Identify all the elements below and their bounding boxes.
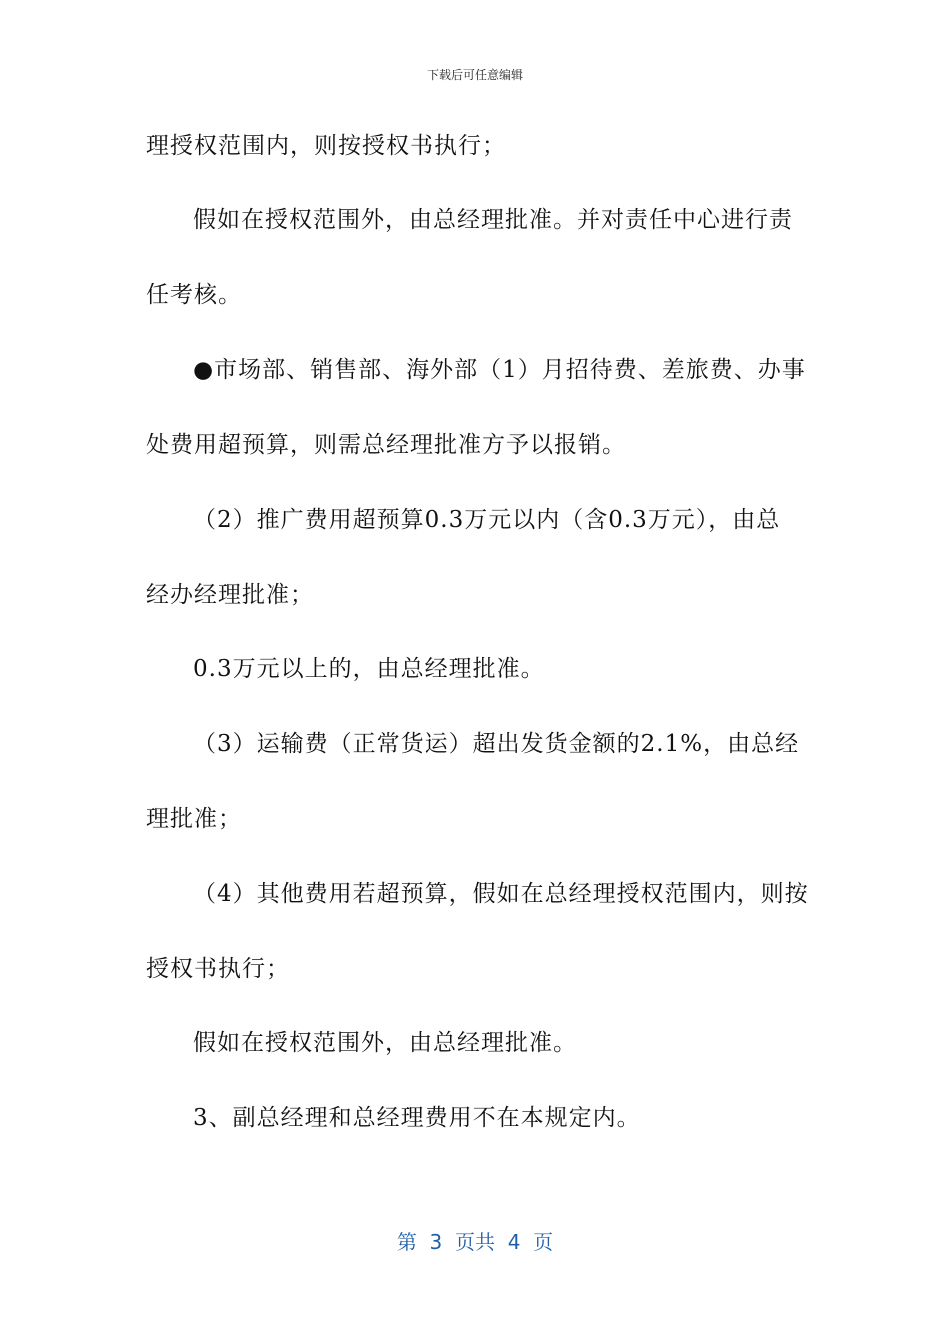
body-line: 理批准； <box>146 806 242 832</box>
body-line: 假如在授权范围外，由总经理批准。 <box>193 1030 577 1056</box>
body-line: （4）其他费用若超预算，假如在总经理授权范围内，则按 <box>193 881 809 907</box>
body-line: 经办经理批准； <box>146 582 314 608</box>
body-line: 3、副总经理和总经理费用不在本规定内。 <box>193 1105 641 1131</box>
body-line: 0.3万元以上的，由总经理批准。 <box>193 656 545 682</box>
body-line: 处费用超预算，则需总经理批准方予以报销。 <box>146 432 626 458</box>
body-line: 理授权范围内，则按授权书执行； <box>146 133 506 159</box>
body-line: （3）运输费（正常货运）超出发货金额的2.1%，由总经 <box>193 731 800 757</box>
body-line: 假如在授权范围外，由总经理批准。并对责任中心进行责 <box>193 207 793 233</box>
body-line: 授权书执行； <box>146 956 290 982</box>
header-note: 下载后可任意编辑 <box>426 68 523 82</box>
body-line: 任考核。 <box>146 282 242 308</box>
page-number-footer: 第 3 页共 4 页 <box>396 1230 554 1254</box>
body-line: ●市场部、销售部、海外部（1）月招待费、差旅费、办事 <box>193 357 806 383</box>
body-line: （2）推广费用超预算0.3万元以内（含0.3万元），由总 <box>193 507 781 533</box>
